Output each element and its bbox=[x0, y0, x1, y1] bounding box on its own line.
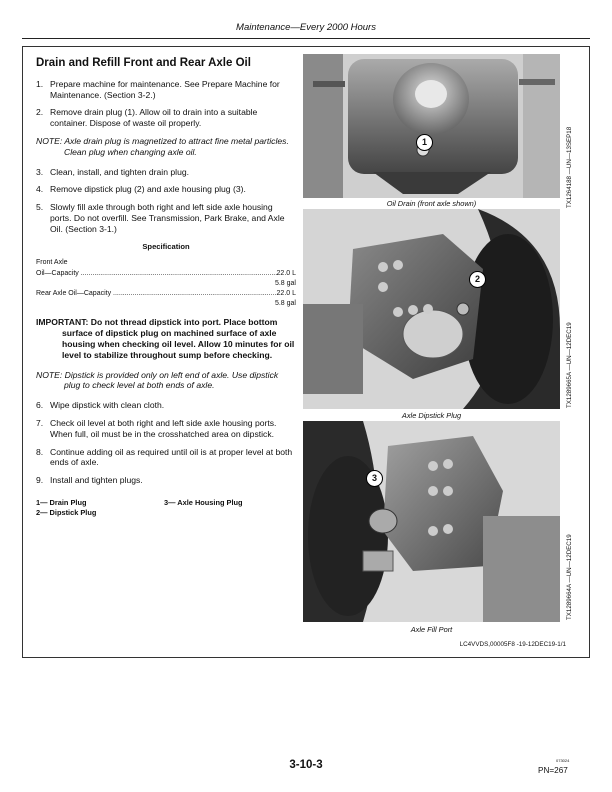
figure-caption: Axle Fill Port bbox=[410, 625, 453, 634]
spec-label: Oil—Capacity ..... bbox=[36, 269, 277, 279]
spec-label: Rear Axle Oil—Capacity ..... bbox=[36, 289, 277, 299]
important-notice: IMPORTANT: Do not thread dipstick into port. Place bottom surface of dipstick plug on machined surface of axle housing when checking oil level. Allow 10 minutes for oil level to stabilize throughout sump before checking. bbox=[36, 317, 295, 360]
step-text: Continue adding oil as required until oil is at proper level at both ends of axle. bbox=[50, 446, 293, 468]
figure-oil-drain bbox=[303, 54, 560, 198]
note-dipstick: NOTE: Dipstick is provided only on left end of axle. Use dipstick plug to check level at both ends of axle. bbox=[36, 369, 279, 391]
step-text: Install and tighten plugs. bbox=[50, 475, 143, 486]
step-text: Remove drain plug (1). Allow oil to drain into a suitable container. Dispose of waste oil properly. bbox=[50, 107, 258, 129]
figure-code: TX1289664A —UN—12DEC19 bbox=[566, 534, 573, 620]
legend-item: 1— Drain Plug bbox=[36, 497, 87, 507]
step-3 bbox=[36, 167, 296, 178]
callout-legend bbox=[36, 498, 296, 518]
step-number: 3. bbox=[36, 166, 44, 177]
instructions-column bbox=[36, 58, 296, 518]
step-number: 7. bbox=[36, 417, 44, 428]
spec-value-gal: 5.8 gal bbox=[274, 279, 296, 287]
step-text: Clean, install, and tighten drain plug. bbox=[50, 166, 190, 177]
step-8 bbox=[36, 447, 296, 469]
step-text: Slowly fill axle through both right and left side axle housing ports. Do not overfill. See Transmission, Park Brake, and Axle Oil. (Section 3-1.) bbox=[50, 202, 285, 234]
callout-3: 3 bbox=[366, 470, 383, 487]
document-reference: LC4VVDS,00005F8 -19-12DEC19-1/1 bbox=[459, 641, 566, 648]
step-number: 1. bbox=[36, 78, 44, 89]
note-drain-plug: NOTE: Axle drain plug is magnetized to attract fine metal particles. Clean plug when changing axle oil. bbox=[36, 135, 289, 157]
step-4 bbox=[36, 184, 296, 195]
step-text: Wipe dipstick with clean cloth. bbox=[50, 400, 165, 411]
step-number: 4. bbox=[36, 184, 44, 195]
legend-item: 2— Dipstick Plug bbox=[36, 507, 97, 517]
step-text: Remove dipstick plug (2) and axle housing plug (3). bbox=[50, 184, 246, 195]
spec-value: 22.0 L bbox=[276, 289, 296, 297]
step-number: 6. bbox=[36, 400, 44, 411]
oil-drain-illustration bbox=[303, 54, 560, 198]
spec-value-gal: 5.8 gal bbox=[274, 300, 296, 308]
fill-port-illustration bbox=[303, 421, 560, 622]
spec-front-axle: Front Axle bbox=[36, 259, 68, 267]
print-code: 073024 bbox=[556, 758, 570, 763]
step-1 bbox=[36, 79, 296, 101]
header-divider bbox=[22, 38, 590, 39]
figure-dipstick-plug bbox=[303, 209, 560, 409]
spec-row-front bbox=[36, 269, 296, 279]
figure-fill-port bbox=[303, 421, 560, 622]
callout-2: 2 bbox=[469, 271, 486, 288]
section-title: Drain and Refill Front and Rear Axle Oil bbox=[36, 57, 251, 69]
step-7 bbox=[36, 418, 296, 440]
callout-1: 1 bbox=[416, 134, 433, 151]
step-6 bbox=[36, 400, 296, 411]
step-number: 2. bbox=[36, 107, 44, 118]
step-number: 5. bbox=[36, 202, 44, 213]
figure-code: TX1289665A —UN—12DEC19 bbox=[566, 322, 573, 408]
page-index: PN=267 bbox=[538, 766, 568, 775]
step-5 bbox=[36, 202, 296, 234]
step-9 bbox=[36, 475, 296, 486]
step-text: Prepare machine for maintenance. See Prepare Machine for Maintenance. (Section 3-2.) bbox=[50, 78, 280, 100]
running-header: Maintenance—Every 2000 Hours bbox=[236, 22, 376, 33]
page-number: 3-10-3 bbox=[289, 759, 323, 771]
figure-caption: Axle Dipstick Plug bbox=[401, 411, 462, 420]
spec-heading: Specification bbox=[142, 241, 190, 251]
spec-value: 22.0 L bbox=[276, 269, 296, 277]
step-2 bbox=[36, 107, 296, 129]
figure-code: TX1264188 —UN—13SEP18 bbox=[566, 126, 573, 208]
legend-item: 3— Axle Housing Plug bbox=[164, 497, 243, 507]
spec-row-rear bbox=[36, 289, 296, 299]
spec-table bbox=[36, 258, 296, 309]
figure-caption: Oil Drain (front axle shown) bbox=[386, 199, 477, 208]
step-text: Check oil level at both right and left side axle housing ports. When full, oil must be in the crosshatched area on dipstick. bbox=[50, 417, 277, 439]
step-number: 8. bbox=[36, 446, 44, 457]
step-number: 9. bbox=[36, 475, 44, 486]
dipstick-plug-illustration bbox=[303, 209, 560, 409]
